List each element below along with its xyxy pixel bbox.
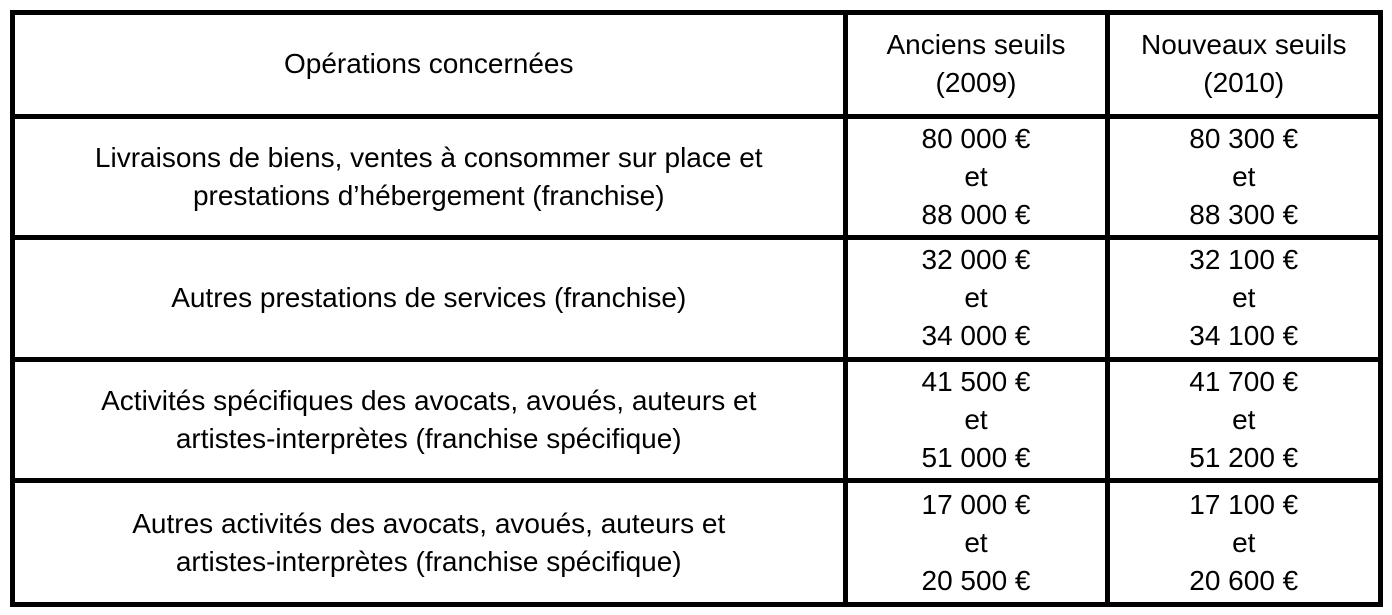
new-threshold-high: 34 100 €	[1189, 320, 1299, 352]
old-threshold-conj: et	[964, 160, 988, 192]
old-threshold-low: 17 000 €	[921, 488, 1031, 520]
new-threshold-cell	[1107, 116, 1378, 238]
new-threshold-low: 17 100 €	[1189, 488, 1299, 520]
new-threshold-cell	[1107, 359, 1378, 481]
new-threshold-high: 88 300 €	[1189, 198, 1299, 230]
table-row	[15, 238, 1378, 360]
header-operations-label: Opérations concernées	[283, 48, 574, 80]
old-threshold-high: 88 000 €	[921, 198, 1031, 230]
old-threshold-high: 34 000 €	[921, 320, 1031, 352]
new-threshold-conj: et	[1232, 526, 1256, 558]
old-threshold-cell	[845, 116, 1107, 238]
operation-text: artistes-interprètes (franchise spécifique)	[175, 422, 682, 454]
header-new-label: Nouveaux seuils	[1141, 29, 1347, 61]
operation-text: artistes-interprètes (franchise spécifique)	[175, 545, 682, 577]
header-new-thresholds	[1107, 15, 1378, 116]
old-threshold-low: 41 500 €	[921, 365, 1031, 397]
operation-cell	[15, 238, 845, 360]
old-threshold-low: 80 000 €	[921, 122, 1031, 154]
new-threshold-high: 20 600 €	[1189, 564, 1299, 596]
operation-text: Livraisons de biens, ventes à consommer sur place et	[94, 141, 763, 173]
operation-text: Activités spécifiques des avocats, avoués, auteurs et	[101, 384, 757, 416]
old-threshold-conj: et	[964, 526, 988, 558]
header-new-year: (2010)	[1203, 67, 1285, 99]
new-threshold-high: 51 200 €	[1189, 441, 1299, 473]
header-operations	[15, 15, 845, 116]
thresholds-table	[15, 15, 1378, 602]
header-old-label: Anciens seuils	[886, 29, 1066, 61]
new-threshold-conj: et	[1232, 160, 1256, 192]
operation-cell	[15, 481, 845, 603]
old-threshold-low: 32 000 €	[921, 244, 1031, 276]
old-threshold-high: 20 500 €	[921, 564, 1031, 596]
old-threshold-conj: et	[964, 282, 988, 314]
old-threshold-cell	[845, 238, 1107, 360]
old-threshold-cell	[845, 359, 1107, 481]
new-threshold-low: 41 700 €	[1189, 365, 1299, 397]
operation-text: Autres activités des avocats, avoués, auteurs et	[132, 507, 726, 539]
old-threshold-conj: et	[964, 403, 988, 435]
new-threshold-cell	[1107, 238, 1378, 360]
old-threshold-cell	[845, 481, 1107, 603]
operation-text: Autres prestations de services (franchise)	[171, 282, 687, 314]
header-old-year: (2009)	[935, 67, 1017, 99]
old-threshold-high: 51 000 €	[921, 441, 1031, 473]
table-row	[15, 359, 1378, 481]
new-threshold-conj: et	[1232, 403, 1256, 435]
header-old-thresholds	[845, 15, 1107, 116]
operation-text: prestations d’hébergement (franchise)	[192, 179, 665, 211]
new-threshold-low: 80 300 €	[1189, 122, 1299, 154]
new-threshold-low: 32 100 €	[1189, 244, 1299, 276]
operation-cell	[15, 359, 845, 481]
new-threshold-conj: et	[1232, 282, 1256, 314]
table-header-row	[15, 15, 1378, 116]
thresholds-table-frame	[10, 10, 1383, 607]
table-row	[15, 481, 1378, 603]
table-row	[15, 116, 1378, 238]
new-threshold-cell	[1107, 481, 1378, 603]
operation-cell	[15, 116, 845, 238]
